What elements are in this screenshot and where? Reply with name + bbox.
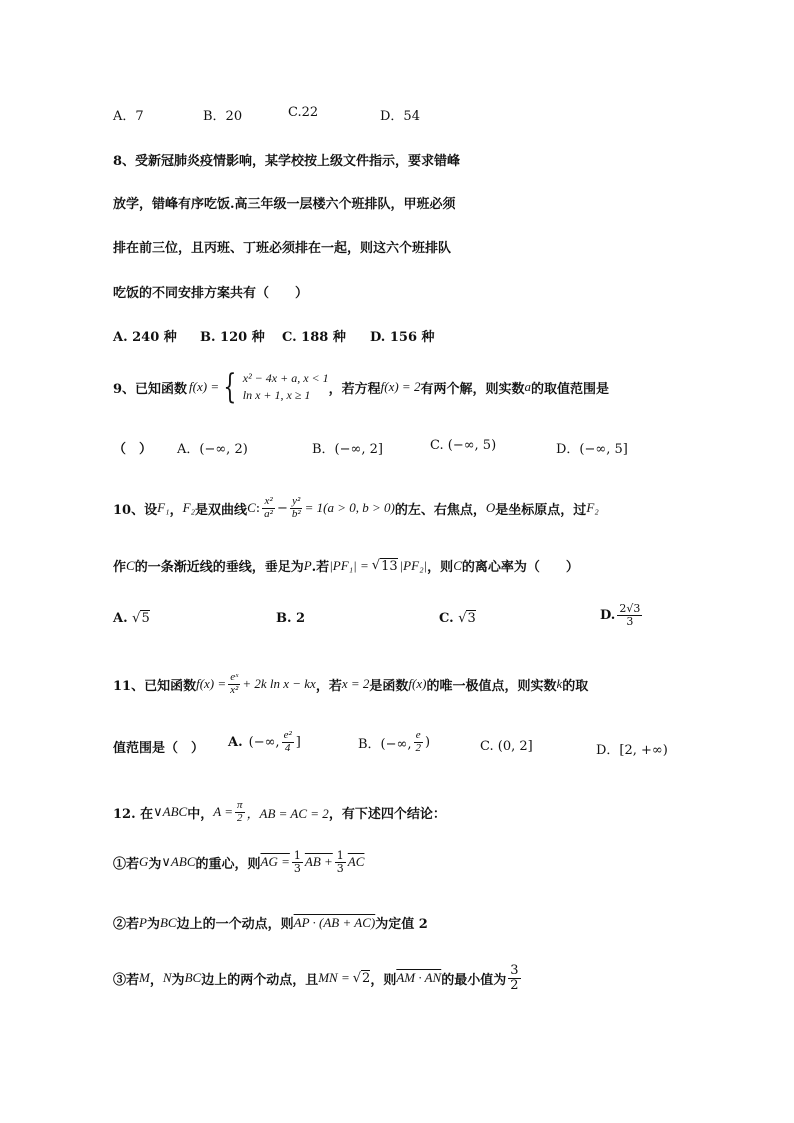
q10-colon: : [255, 500, 261, 516]
q8-option-c: C. 188 种 [282, 330, 346, 345]
q10-l2-end: 的离心率为（ ） [461, 560, 579, 575]
q12-suffix: ，有下述四个结论： [328, 806, 446, 822]
q12-statement-2: ②若 P 为 BC 边上的一个动点，则 AP · (AB + AC) 为定值 2 [113, 914, 428, 932]
q8-line-2: 放学，错峰有序吃饭.高三年级一层楼六个班排队，甲班必须 [113, 197, 456, 212]
q11-line-2 [113, 737, 204, 756]
q10-line-1 [113, 496, 599, 520]
q10-frac-y-den: b² [291, 507, 301, 520]
q10-eq-rest: = 1(a > 0, b > 0) [304, 500, 395, 516]
q9-equation: f(x) = 2 [380, 379, 421, 395]
q10-mid-2: 的左、右焦点， [394, 502, 486, 518]
q11-fx2: f(x) [408, 676, 427, 692]
q10-option-d: D. $\frac{2√3}{3}$ [600, 602, 641, 628]
q11-mid: ，若 [315, 678, 342, 694]
q9-fx: f(x) = [189, 379, 220, 395]
q11-line-1 [113, 672, 588, 696]
q10-comma: ， [169, 502, 183, 518]
q11-option-a: A. (−∞, $\frac{\text{e²}}{4}$ ] [228, 729, 301, 754]
q10-mid: 是双曲线 [195, 502, 248, 518]
q11-k: k [556, 676, 563, 692]
q7-option-d: D．54 [380, 109, 420, 124]
q11-fx: f(x) = [196, 676, 227, 692]
q9-paren: （ ） [113, 442, 153, 457]
q10-minus: − [276, 500, 288, 516]
q9-middle-2: 有两个解，则实数 [420, 381, 525, 397]
q10-sqrt13: 13 [381, 558, 398, 574]
q8-option-d: D. 156 种 [370, 330, 435, 345]
q12-mid: 中， [187, 806, 214, 822]
q12-statement-3: ③若 M ， N 为 BC 边上的两个动点，且 MN = √ 2 ，则 AM · AN 的最小值为 $\frac{3}{2}$ [113, 963, 519, 993]
q10-option-c: C. √3 [439, 611, 476, 626]
q10-l2-c2: C [453, 557, 462, 573]
q12-a-eq: A = [213, 804, 233, 820]
q10-f2: F₂ [182, 500, 196, 516]
q9-suffix: 的取值范围是 [530, 381, 609, 397]
q10-l2-c: C [126, 557, 135, 573]
q10-l2-suffix: ，则 [427, 560, 454, 575]
q10-abs-pf2: |PF₂| [399, 557, 428, 573]
q11-prefix: 11、已知函数 [113, 678, 197, 694]
q8-option-a: A. 240 种 [113, 330, 177, 345]
q10-l2-p: P [303, 557, 312, 573]
q12-tri: ∨ABC [153, 804, 188, 820]
q9-option-a: A．(−∞, 2) [177, 442, 248, 457]
q10-c: C [247, 500, 256, 516]
q9-line-1 [113, 367, 609, 408]
q10-option-a: A. √5 [113, 611, 150, 626]
q11-option-c: C. (0, 2] [480, 739, 533, 754]
q7-option-a: A．7 [113, 109, 144, 124]
q12-sides: ，AB = AC = 2 [246, 805, 329, 821]
q12-prefix: 12. 在 [113, 806, 154, 822]
q9-option-b: B．(−∞, 2] [312, 442, 383, 457]
q11-mid-3: 的唯一极值点，则实数 [426, 678, 557, 694]
q9-case-1: x² − 4x + a, x < 1 [242, 371, 329, 385]
q10-f1: F₁ [157, 500, 170, 516]
q10-o: O [485, 500, 496, 516]
q12-statement-1: ①若 G 为 ∨ABC 的重心，则 AG = $\frac{1}{3}$ AB + $\frac{1}{3}$ $\overline{AC}$ [113, 849, 365, 875]
q7-option-c: C.22 [288, 105, 319, 120]
q11-frac: $\frac{\text{eˣ}}{\text{x²}}$ [230, 671, 239, 696]
q11-option-b: B．(−∞, $\frac{e}{2}$ ) [358, 729, 431, 754]
q10-prefix: 10、设 [113, 502, 158, 518]
q11-line2: 值范围是（ ） [113, 741, 205, 756]
q10-frac-y [290, 496, 303, 520]
q11-suffix: 的取 [562, 678, 589, 694]
q11-cond: x = 2 [341, 676, 370, 692]
q11-rest: + 2k ln x − kx [242, 676, 316, 692]
q8-line-1: 8、受新冠肺炎疫情影响，某学校按上级文件指示，要求错峰 [113, 154, 461, 169]
q10-frac-y-num: y² [292, 495, 301, 507]
q10-suffix: 是坐标原点，过 [495, 502, 587, 518]
q10-l2-prefix: 作 [113, 560, 127, 575]
q8-option-b: B. 120 种 [200, 330, 265, 345]
q9-var: a [524, 379, 531, 395]
q10-l2-mid: 的一条渐近线的垂线，垂足为 [134, 560, 304, 575]
q9-option-c: C. (−∞, 5) [430, 438, 497, 453]
q10-l2-if: .若 [311, 560, 330, 575]
q10-frac-x-den: a² [264, 507, 273, 520]
q10-frac-x-num: x² [264, 495, 273, 507]
q10-f2-end: F₂ [586, 500, 599, 516]
q9-case-2: ln x + 1, x ≥ 1 [242, 388, 311, 403]
q12-frac-pi: $\frac{\pi}{2}$ [236, 799, 243, 824]
q11-option-d: D．[2, +∞) [596, 743, 668, 758]
q10-abs-pf1: |PF₁| = [329, 557, 369, 573]
q8-line-3: 排在前三位，且丙班、丁班必须排在一起，则这六个班排队 [113, 241, 452, 256]
q11-mid-2: 是函数 [369, 678, 409, 694]
q9-option-d: D．(−∞, 5] [556, 442, 628, 457]
q7-option-b: B．20 [203, 109, 243, 124]
q12-line-1 [113, 800, 446, 824]
q8-line-4: 吃饭的不同安排方案共有（ ） [113, 286, 309, 301]
q9-middle: ，若方程 [328, 381, 381, 397]
q9-piecewise: { x² − 4x + a, x < 1 ln x + 1, x ≥ 1 [223, 367, 329, 408]
q10-option-b: B. 2 [276, 611, 306, 626]
q9-prefix: 9、已知函数 [113, 381, 188, 397]
q10-frac-x [262, 496, 275, 520]
q10-line-2: 作 C 的一条渐近线的垂线，垂足为 P .若 |PF₁| = √ 13 |PF₂| ，则 C 的离心率为（ ） [113, 557, 579, 575]
